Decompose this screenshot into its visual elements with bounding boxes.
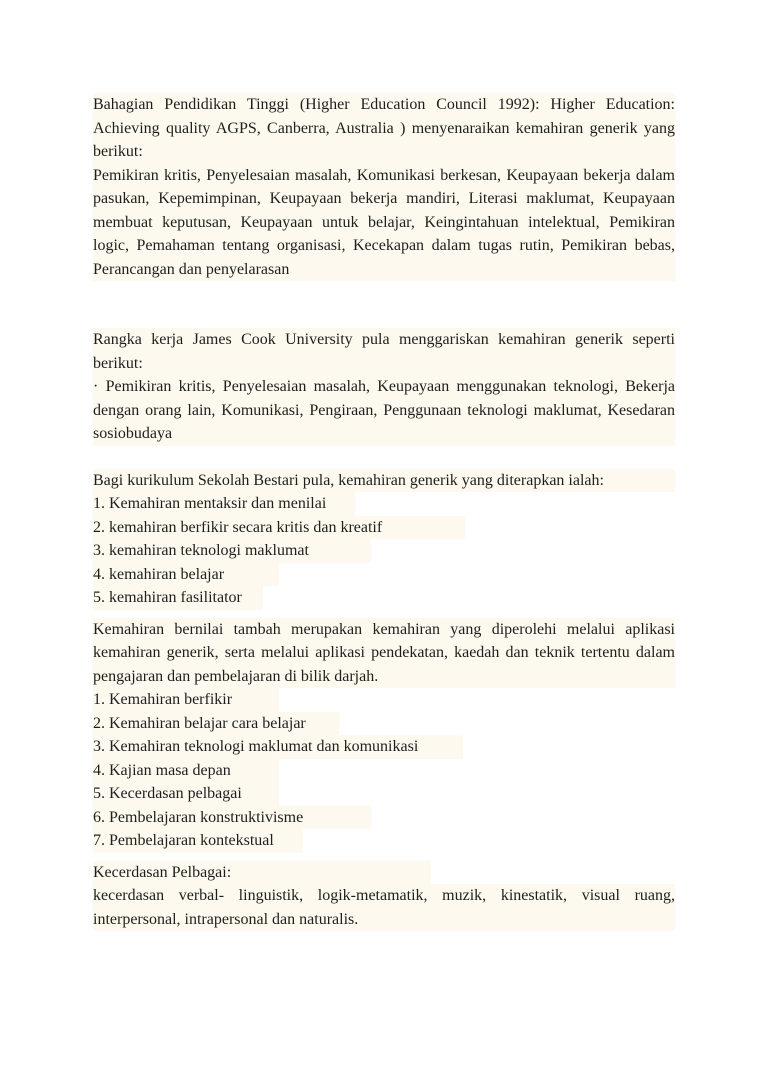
mi-heading-row xyxy=(93,861,675,885)
mi-paragraph xyxy=(93,884,675,931)
section-spacer xyxy=(93,853,675,861)
list-item: 5. Kecerdasan pelbagai xyxy=(93,782,675,806)
section-spacer xyxy=(93,446,675,469)
value-added-list xyxy=(93,688,675,853)
document-page xyxy=(93,93,675,931)
list-item: 6. Pembelajaran konstruktivisme xyxy=(93,806,675,830)
section-spacer xyxy=(93,281,675,328)
list-item: 7. Pembelajaran kontekstual xyxy=(93,829,675,853)
hec-skills-paragraph xyxy=(93,164,675,282)
hec-skills-text: Pemikiran kritis, Penyelesaian masalah, Komunikasi berkesan, Keupayaan bekerja dalam pasukan, Kepemimpinan, Keupayaan bekerja mandiri, Literasi maklumat, Keupayaan membuat keputusan, Keupayaan untuk belajar, Keingintahuan intelektual, Pemikiran logic, Pemahaman tentang organisasi, Kecekapan dalam tugas rutin, Pemikiran bebas, Perancangan dan penyelarasan xyxy=(93,166,675,278)
list-item: 1. Kemahiran berfikir xyxy=(93,688,675,712)
jcu-intro-paragraph xyxy=(93,328,675,375)
bestari-intro-text: Bagi kurikulum Sekolah Bestari pula, kemahiran generik yang diterapkan ialah: xyxy=(93,471,604,489)
jcu-skills-paragraph xyxy=(93,375,675,446)
value-added-intro-text: Kemahiran bernilai tambah merupakan kemahiran yang diperolehi melalui aplikasi kemahiran generik, serta melalui aplikasi pendekatan, kaedah dan teknik tertentu dalam pengajaran dan pembelajaran di bilik darjah. xyxy=(93,620,675,685)
mi-text: kecerdasan verbal- linguistik, logik-metamatik, muzik, kinestatik, visual ruang, interpersonal, intrapersonal dan naturalis. xyxy=(93,887,675,928)
bestari-intro-paragraph xyxy=(93,469,675,493)
list-item: 1. Kemahiran mentaksir dan menilai xyxy=(93,492,675,516)
mi-heading: Kecerdasan Pelbagai: xyxy=(93,861,431,885)
list-item: 2. Kemahiran belajar cara belajar xyxy=(93,712,675,736)
list-item: 4. Kajian masa depan xyxy=(93,759,675,783)
hec-intro-text: Bahagian Pendidikan Tinggi (Higher Education Council 1992): Higher Education: Achieving quality AGPS, Canberra, Australia ) menyenaraikan kemahiran generik yang berikut: xyxy=(93,96,675,160)
list-item: 3. kemahiran teknologi maklumat xyxy=(93,539,675,563)
jcu-skills-text: · Pemikiran kritis, Penyelesaian masalah, Keupayaan menggunakan teknologi, Bekerja dengan orang lain, Komunikasi, Pengiraan, Penggunaan teknologi maklumat, Kesedaran sosiobudaya xyxy=(93,378,675,442)
list-item: 3. Kemahiran teknologi maklumat dan komunikasi xyxy=(93,735,675,759)
section-spacer xyxy=(93,610,675,618)
bestari-list xyxy=(93,492,675,610)
list-item: 4. kemahiran belajar xyxy=(93,563,675,587)
hec-intro-paragraph xyxy=(93,93,675,164)
jcu-intro-text: Rangka kerja James Cook University pula menggariskan kemahiran generik seperti berikut: xyxy=(93,331,675,372)
list-item: 2. kemahiran berfikir secara kritis dan kreatif xyxy=(93,516,675,540)
value-added-intro-paragraph xyxy=(93,618,675,689)
list-item: 5. kemahiran fasilitator xyxy=(93,586,675,610)
